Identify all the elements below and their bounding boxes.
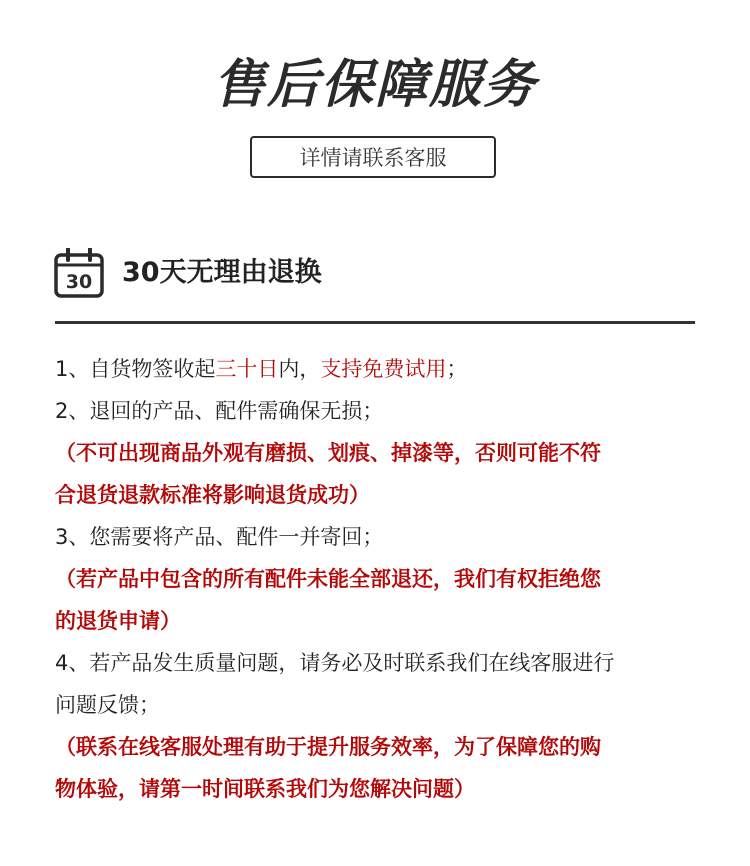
policy-note-4-line-2: 物体验，请第一时间联系我们为您解决问题） (55, 777, 475, 801)
highlight-days: 三十日 (215, 357, 279, 381)
calendar-icon (54, 248, 104, 298)
policy-item-3: 3、您需要将产品、配件一并寄回； (55, 525, 384, 549)
policy-item-1-prefix: 1、自货物签收起 (55, 357, 216, 381)
policy-note-2-line-1: （不可出现商品外观有磨损、划痕、掉漆等，否则可能不符 (55, 441, 601, 465)
page-title: 售后保障服务 (212, 55, 537, 115)
policy-item-2: 2、退回的产品、配件需确保无损； (55, 399, 384, 423)
policy-note-3-line-2: 的退货申请） (55, 609, 181, 633)
policy-item-1 (55, 348, 705, 390)
policy-item-4-line-2: 问题反馈； (55, 693, 160, 717)
policy-list (55, 348, 705, 810)
contact-support-button[interactable]: 详情请联系客服 (250, 136, 496, 178)
policy-item-1-end: ； (446, 357, 468, 381)
calendar-number: 30 (65, 271, 93, 293)
policy-note-4-line-1: （联系在线客服处理有助于提升服务效率，为了保障您的购 (55, 735, 601, 759)
highlight-free-trial: 支持免费试用 (320, 357, 447, 381)
section-divider (55, 321, 695, 324)
section-title: 30天无理由退换 (122, 257, 322, 288)
policy-note-2-line-2: 合退货退款标准将影响退货成功） (55, 483, 370, 507)
policy-item-4-line-1: 4、若产品发生质量问题，请务必及时联系我们在线客服进行 (55, 651, 615, 675)
policy-note-3-line-1: （若产品中包含的所有配件未能全部退还，我们有权拒绝您 (55, 567, 601, 591)
policy-item-1-mid: 内， (278, 357, 321, 381)
